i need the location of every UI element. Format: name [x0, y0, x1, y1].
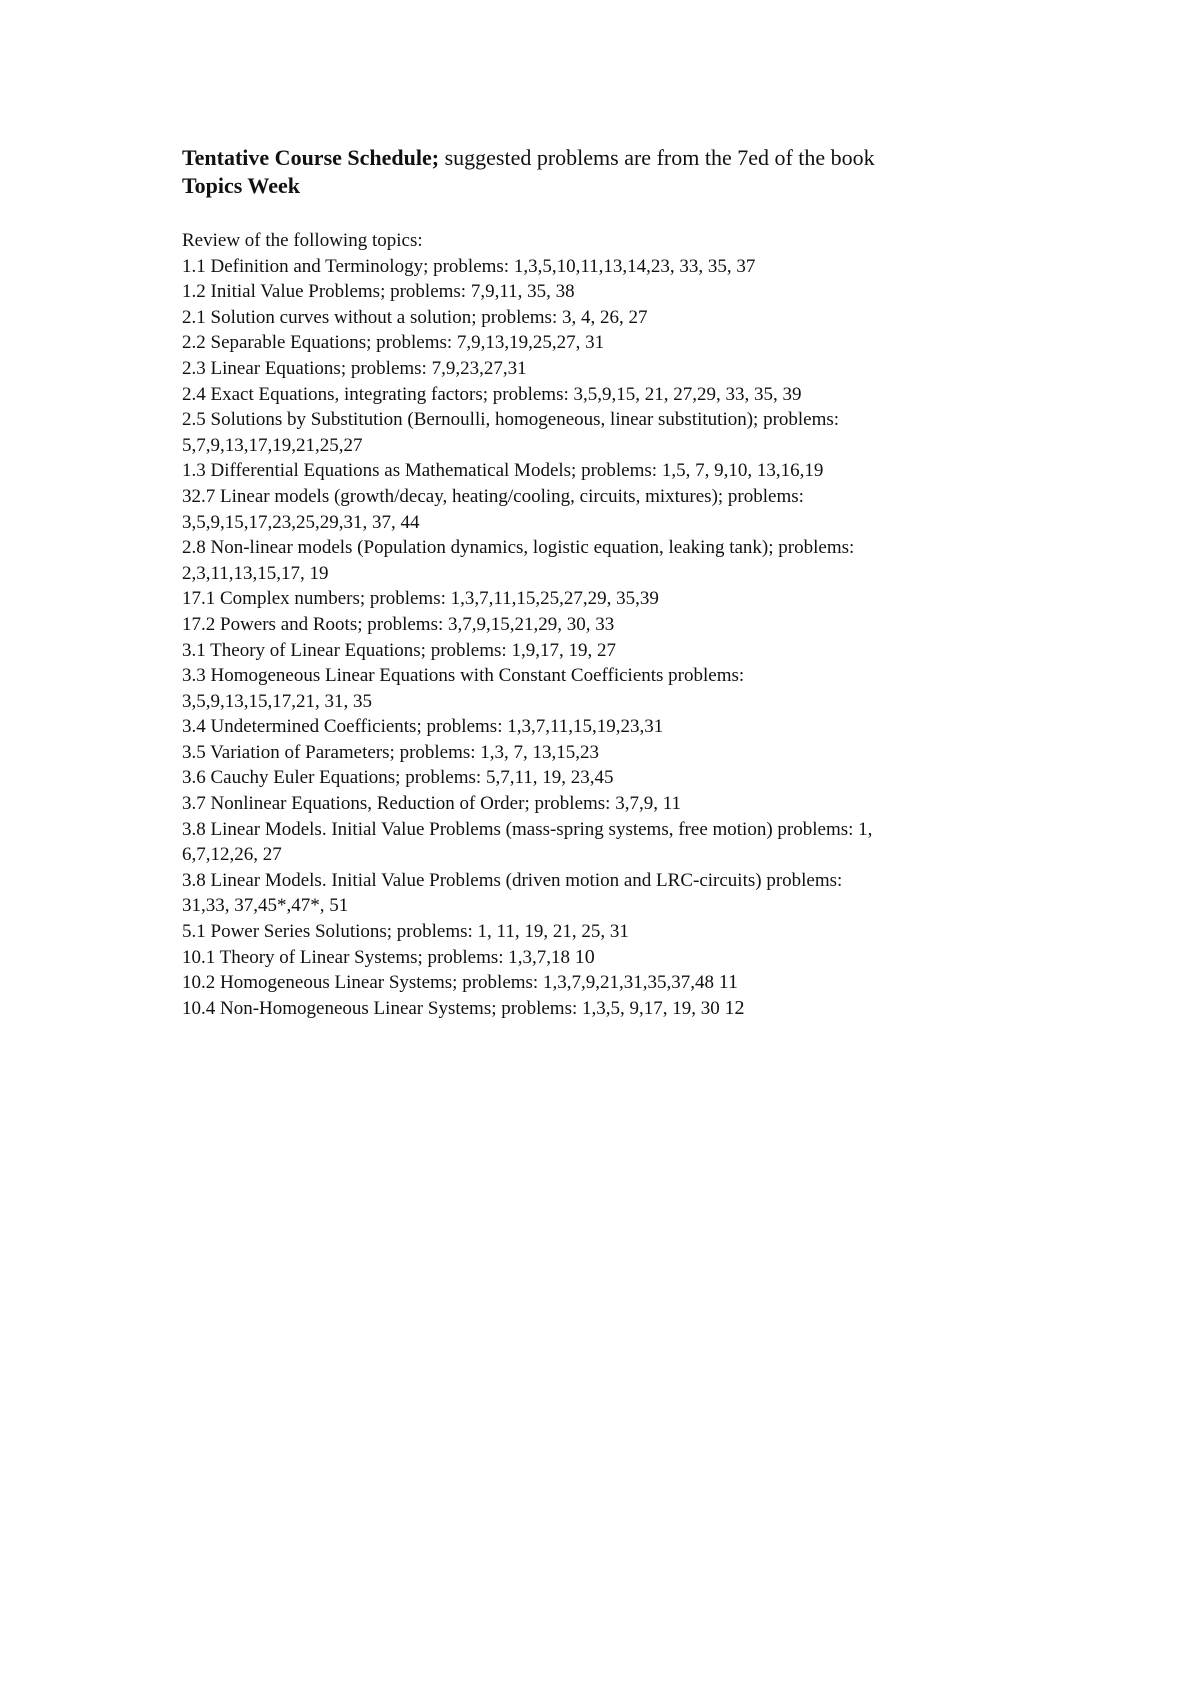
week-number: 10	[574, 945, 595, 968]
topic-line	[182, 279, 1142, 305]
document-page	[182, 144, 1142, 1021]
topic-line	[182, 638, 1142, 664]
topic-line	[182, 356, 1142, 382]
topic-line	[182, 586, 1142, 612]
topic-text: 3,5,9,15,17,23,25,29,31, 37, 44	[182, 511, 420, 533]
topic-line	[182, 996, 1142, 1022]
topic-text: 2.1 Solution curves without a solution; problems: 3, 4, 26, 27	[182, 306, 648, 328]
page-title-rest: suggested problems are from the 7ed of the book	[439, 145, 875, 170]
week-number: 12	[724, 996, 745, 1019]
topic-line	[182, 765, 1142, 791]
topic-line	[182, 254, 1142, 280]
page-title-bold: Tentative Course Schedule;	[182, 145, 440, 170]
topic-text: 2.8 Non-linear models (Population dynamics, logistic equation, leaking tank); problems:	[182, 537, 855, 559]
intro-line: Review of the following topics:	[182, 230, 423, 251]
topic-line	[182, 945, 1142, 971]
topic-text: 1.3 Differential Equations as Mathematical Models; problems: 1,5, 7, 9,10, 13,16,19	[182, 460, 824, 482]
topic-line	[182, 791, 1142, 817]
topic-text: 17.1 Complex numbers; problems: 1,3,7,11,15,25,27,29, 35,39	[182, 588, 659, 610]
topic-text: 5,7,9,13,17,19,21,25,27	[182, 434, 363, 456]
topic-text: 5.1 Power Series Solutions; problems: 1, 11, 19, 21, 25, 31	[182, 921, 629, 943]
topic-text: 3.8 Linear Models. Initial Value Problems (driven motion and LRC-circuits) problems:	[182, 869, 843, 891]
topic-text: 1.1 Definition and Terminology; problems: 1,3,5,10,11,13,14,23, 33, 35, 37	[182, 255, 756, 277]
topic-line	[182, 510, 1142, 536]
topic-line	[182, 484, 1142, 510]
topic-text: 3.4 Undetermined Coefficients; problems: 1,3,7,11,15,19,23,31	[182, 716, 664, 738]
topic-text: 3.1 Theory of Linear Equations; problems: 1,9,17, 19, 27	[182, 639, 616, 661]
topic-line	[182, 330, 1142, 356]
week-number: 11	[718, 971, 738, 994]
topic-text: 2.4 Exact Equations, integrating factors; problems: 3,5,9,15, 21, 27,29, 33, 35, 39	[182, 383, 802, 405]
topic-line	[182, 689, 1142, 715]
topic-line	[182, 919, 1142, 945]
topic-line	[182, 842, 1142, 868]
topic-text: 32.7 Linear models (growth/decay, heating/cooling, circuits, mixtures); problems:	[182, 485, 804, 507]
topic-text: 3,5,9,13,15,17,21, 31, 35	[182, 690, 372, 712]
page-title	[182, 144, 1142, 172]
topic-text: 2.5 Solutions by Substitution (Bernoulli, homogeneous, linear substitution); problems:	[182, 409, 840, 431]
topic-text: 10.2 Homogeneous Linear Systems; problems: 1,3,7,9,21,31,35,37,48	[182, 972, 714, 994]
page-subtitle: Topics Week	[182, 173, 300, 198]
topic-text: 3.6 Cauchy Euler Equations; problems: 5,7,11, 19, 23,45	[182, 767, 614, 789]
topic-line	[182, 458, 1142, 484]
topic-text: 2.3 Linear Equations; problems: 7,9,23,27,31	[182, 357, 527, 379]
topic-text: 6,7,12,26, 27	[182, 844, 282, 866]
topic-line	[182, 407, 1142, 433]
topic-line	[182, 561, 1142, 587]
topic-text: 2.2 Separable Equations; problems: 7,9,13,19,25,27, 31	[182, 332, 605, 354]
topic-list	[182, 254, 1142, 1022]
topic-text: 3.5 Variation of Parameters; problems: 1,3, 7, 13,15,23	[182, 741, 600, 763]
topic-line	[182, 535, 1142, 561]
topic-line	[182, 740, 1142, 766]
topic-line	[182, 893, 1142, 919]
topic-line	[182, 433, 1142, 459]
topic-text: 10.4 Non-Homogeneous Linear Systems; problems: 1,3,5, 9,17, 19, 30	[182, 997, 720, 1019]
topic-line	[182, 714, 1142, 740]
topic-text: 1.2 Initial Value Problems; problems: 7,9,11, 35, 38	[182, 281, 575, 303]
topic-text: 10.1 Theory of Linear Systems; problems: 1,3,7,18	[182, 946, 571, 968]
topic-line	[182, 817, 1142, 843]
topic-line	[182, 663, 1142, 689]
topic-text: 17.2 Powers and Roots; problems: 3,7,9,15,21,29, 30, 33	[182, 613, 615, 635]
topic-line	[182, 305, 1142, 331]
topic-text: 3.3 Homogeneous Linear Equations with Constant Coefficients problems:	[182, 665, 745, 687]
topic-text: 31,33, 37,45*,47*, 51	[182, 895, 349, 917]
topic-line	[182, 612, 1142, 638]
topic-line	[182, 382, 1142, 408]
topic-text: 2,3,11,13,15,17, 19	[182, 562, 329, 584]
topic-line	[182, 868, 1142, 894]
topic-text: 3.7 Nonlinear Equations, Reduction of Order; problems: 3,7,9, 11	[182, 793, 682, 815]
topic-text: 3.8 Linear Models. Initial Value Problems (mass-spring systems, free motion) problems: 1,	[182, 818, 873, 840]
topic-line	[182, 970, 1142, 996]
